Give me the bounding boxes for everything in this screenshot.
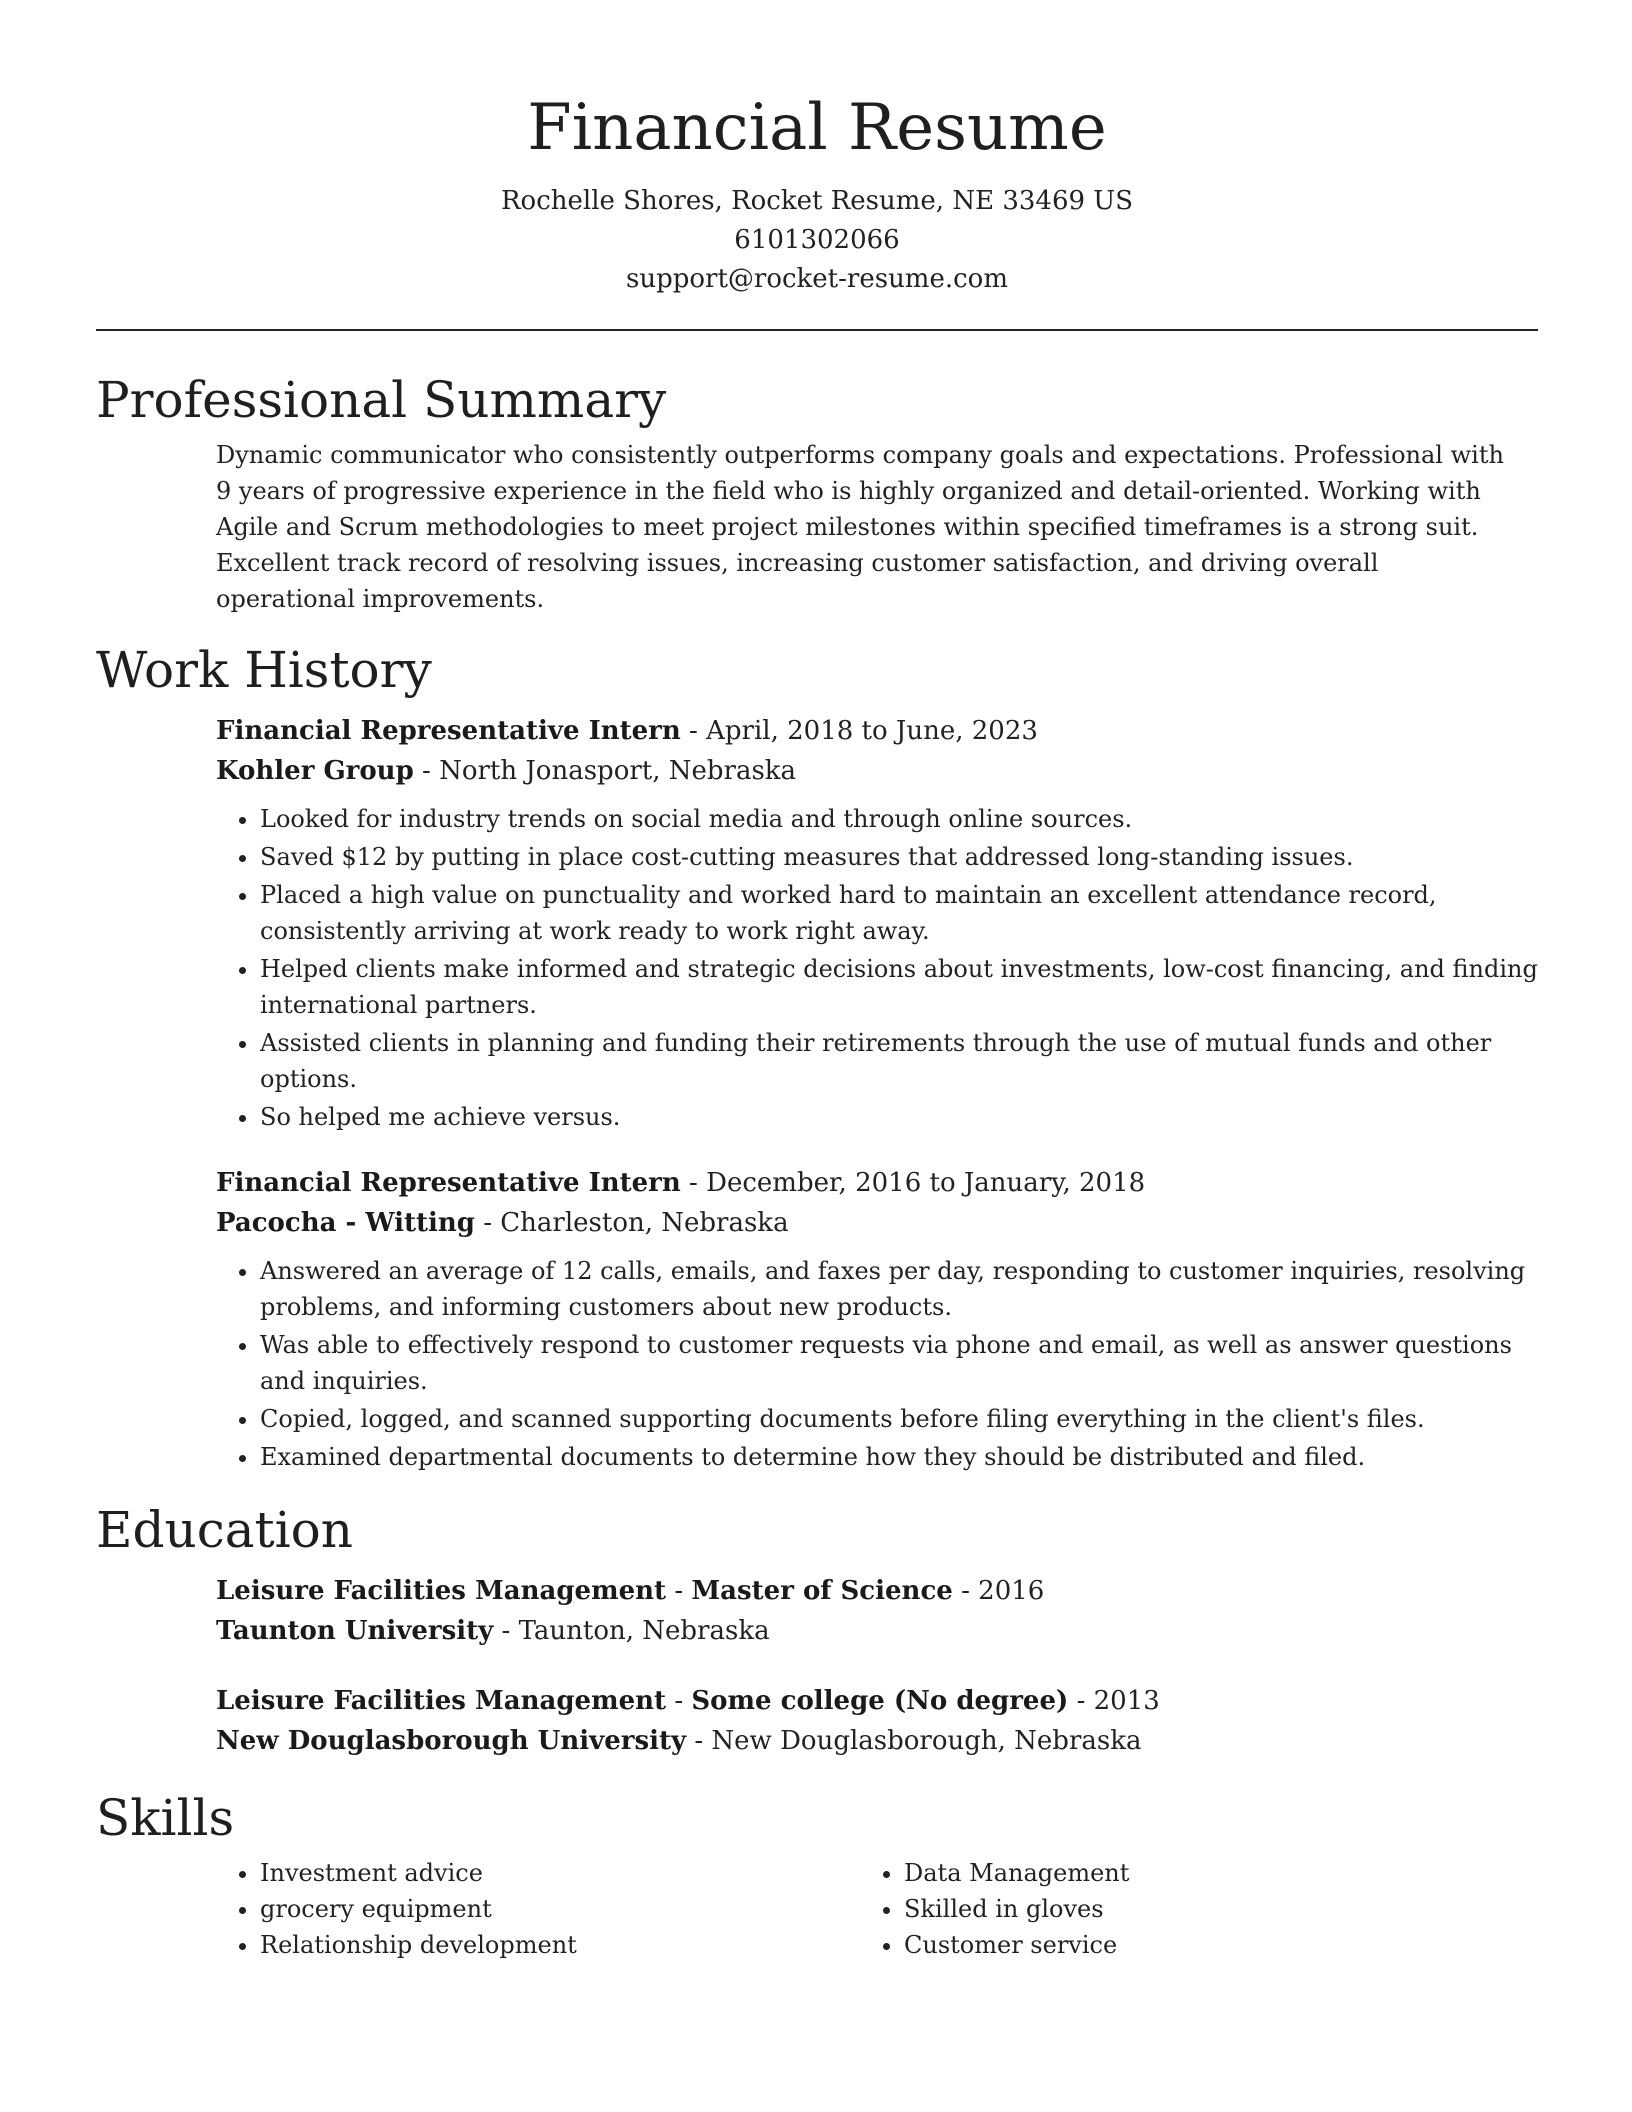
summary-section: [96, 369, 1538, 617]
skills-column-right: [860, 1855, 1504, 1963]
education-heading: Education: [96, 1501, 353, 1559]
list-item: • Skilled in gloves: [904, 1891, 1504, 1927]
list-item: • Investment advice: [260, 1855, 860, 1891]
job-company: Pacocha - Witting: [216, 1208, 475, 1238]
job-dates: - December, 2016 to January, 2018: [680, 1168, 1146, 1198]
contact-address: Rochelle Shores, Rocket Resume, NE 33469 US: [500, 186, 1134, 216]
job-role: Financial Representative Intern: [216, 1168, 681, 1198]
list-item: • Helped clients make informed and strategic decisions about investments, low-cost financing, and finding international partners.: [260, 951, 1538, 1023]
education-entry: [216, 1681, 1538, 1761]
education-year: - 2016: [952, 1576, 1045, 1606]
list-item: • Assisted clients in planning and funding their retirements through the use of mutual funds and other options.: [260, 1025, 1538, 1097]
job-bullets: [216, 801, 1538, 1135]
job-company-line: [216, 751, 1538, 791]
education-school-line: [216, 1721, 1538, 1761]
job-role: Financial Representative Intern: [216, 716, 681, 746]
skills-list: [216, 1855, 1538, 1963]
list-item: • grocery equipment: [260, 1891, 860, 1927]
summary-text: Dynamic communicator who consistently outperforms company goals and expectations. Professional with 9 years of progressive experience in the field who is highly organized and detail-oriented. Working with Agile and Scrum methodologies to meet project milestones within specified timeframes is a strong suit. Excellent track record of resolving issues, increasing customer satisfaction, and driving overall operational improvements.: [216, 441, 1504, 613]
list-item: • Examined departmental documents to determine how they should be distributed and filed.: [260, 1439, 1538, 1475]
job-location: - North Jonasport, Nebraska: [413, 756, 797, 786]
summary-heading: Professional Summary: [96, 371, 667, 429]
skills-section: [96, 1787, 1538, 1963]
job-entry: [216, 1163, 1538, 1475]
job-entry: [216, 711, 1538, 1135]
list-item: • Saved $12 by putting in place cost-cutting measures that addressed long-standing issues.: [260, 839, 1538, 875]
education-location: - Taunton, Nebraska: [493, 1616, 770, 1646]
education-field: Leisure Facilities Management: [216, 1576, 667, 1606]
job-title-line: [216, 711, 1538, 751]
list-item: • Placed a high value on punctuality and worked hard to maintain an excellent attendance record, consistently arriving at work ready to work right away.: [260, 877, 1538, 949]
contact-email: support@rocket-resume.com: [625, 264, 1008, 294]
job-company: Kohler Group: [216, 756, 414, 786]
skills-column-left: [216, 1855, 860, 1963]
job-dates: - April, 2018 to June, 2023: [680, 716, 1038, 746]
list-item: • Was able to effectively respond to customer requests via phone and email, as well as answer questions and inquiries.: [260, 1327, 1538, 1399]
contact-phone: 6101302066: [734, 225, 900, 255]
list-item: • Customer service: [904, 1927, 1504, 1963]
list-item: • Copied, logged, and scanned supporting documents before filing everything in the client's files.: [260, 1401, 1538, 1437]
resume-title: Financial Resume: [527, 91, 1107, 165]
education-field: Leisure Facilities Management: [216, 1686, 667, 1716]
education-separator: -: [666, 1576, 692, 1606]
education-year: - 2013: [1068, 1686, 1160, 1716]
job-location: - Charleston, Nebraska: [474, 1208, 789, 1238]
education-entry: [216, 1571, 1538, 1651]
education-school-line: [216, 1611, 1538, 1651]
header-divider: [96, 329, 1538, 331]
job-title-line: [216, 1163, 1538, 1203]
education-degree: Master of Science: [691, 1576, 953, 1606]
job-bullets: [216, 1253, 1538, 1475]
skills-heading: Skills: [96, 1789, 235, 1847]
education-school: New Douglasborough University: [216, 1726, 687, 1756]
list-item: • Relationship development: [260, 1927, 860, 1963]
education-separator: -: [666, 1686, 692, 1716]
education-degree-line: [216, 1681, 1538, 1721]
education-degree-line: [216, 1571, 1538, 1611]
work-section: [96, 639, 1538, 1475]
list-item: • Data Management: [904, 1855, 1504, 1891]
education-school: Taunton University: [216, 1616, 494, 1646]
education-location: - New Douglasborough, Nebraska: [686, 1726, 1142, 1756]
list-item: • Looked for industry trends on social media and through online sources.: [260, 801, 1538, 837]
job-company-line: [216, 1203, 1538, 1243]
list-item: • So helped me achieve versus.: [260, 1099, 1538, 1135]
work-heading: Work History: [96, 641, 432, 699]
education-section: [96, 1499, 1538, 1761]
education-degree: Some college (No degree): [691, 1686, 1069, 1716]
list-item: • Answered an average of 12 calls, emails, and faxes per day, responding to customer inquiries, resolving problems, and informing customers about new products.: [260, 1253, 1538, 1325]
contact-block: [96, 182, 1538, 299]
resume-page: [96, 0, 1538, 1963]
